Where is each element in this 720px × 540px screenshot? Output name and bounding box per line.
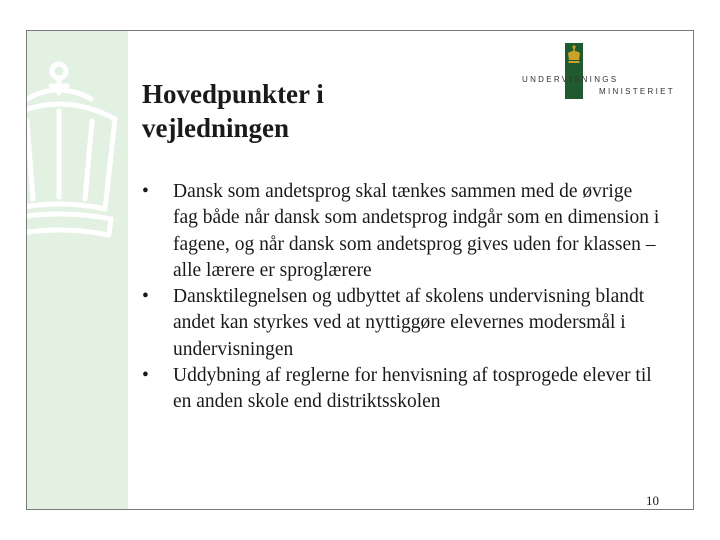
- logo-text-line2: MINISTERIET: [599, 87, 675, 96]
- slide: [26, 30, 694, 510]
- bullet-list: [142, 179, 662, 416]
- page-number: 10: [646, 493, 659, 508]
- bullet-item: • Dansk som andetsprog skal tænkes sammen med de øvrige fag både når dansk som andetsprog indgår som en dimension i fagene, og når dansk som andetsprog gives uden for klassen – alle lærere er sproglærere: [142, 179, 662, 284]
- slide-title: Hovedpunkter i vejledningen: [142, 79, 324, 143]
- logo-text-line1: UNDERVISNINGS: [522, 75, 619, 84]
- ministry-logo: [522, 43, 682, 101]
- bullet-item: • Uddybning af reglerne for henvisning af tosprogede elever til en anden skole end distriktsskolen: [142, 363, 662, 416]
- crown-watermark-icon: [26, 59, 127, 239]
- crown-emblem-icon: [565, 43, 583, 99]
- bullet-item: • Dansktilegnelsen og udbyttet af skolens undervisning blandt andet kan styrkes ved at nyttiggøre elevernes modersmål i undervisningen: [142, 284, 662, 363]
